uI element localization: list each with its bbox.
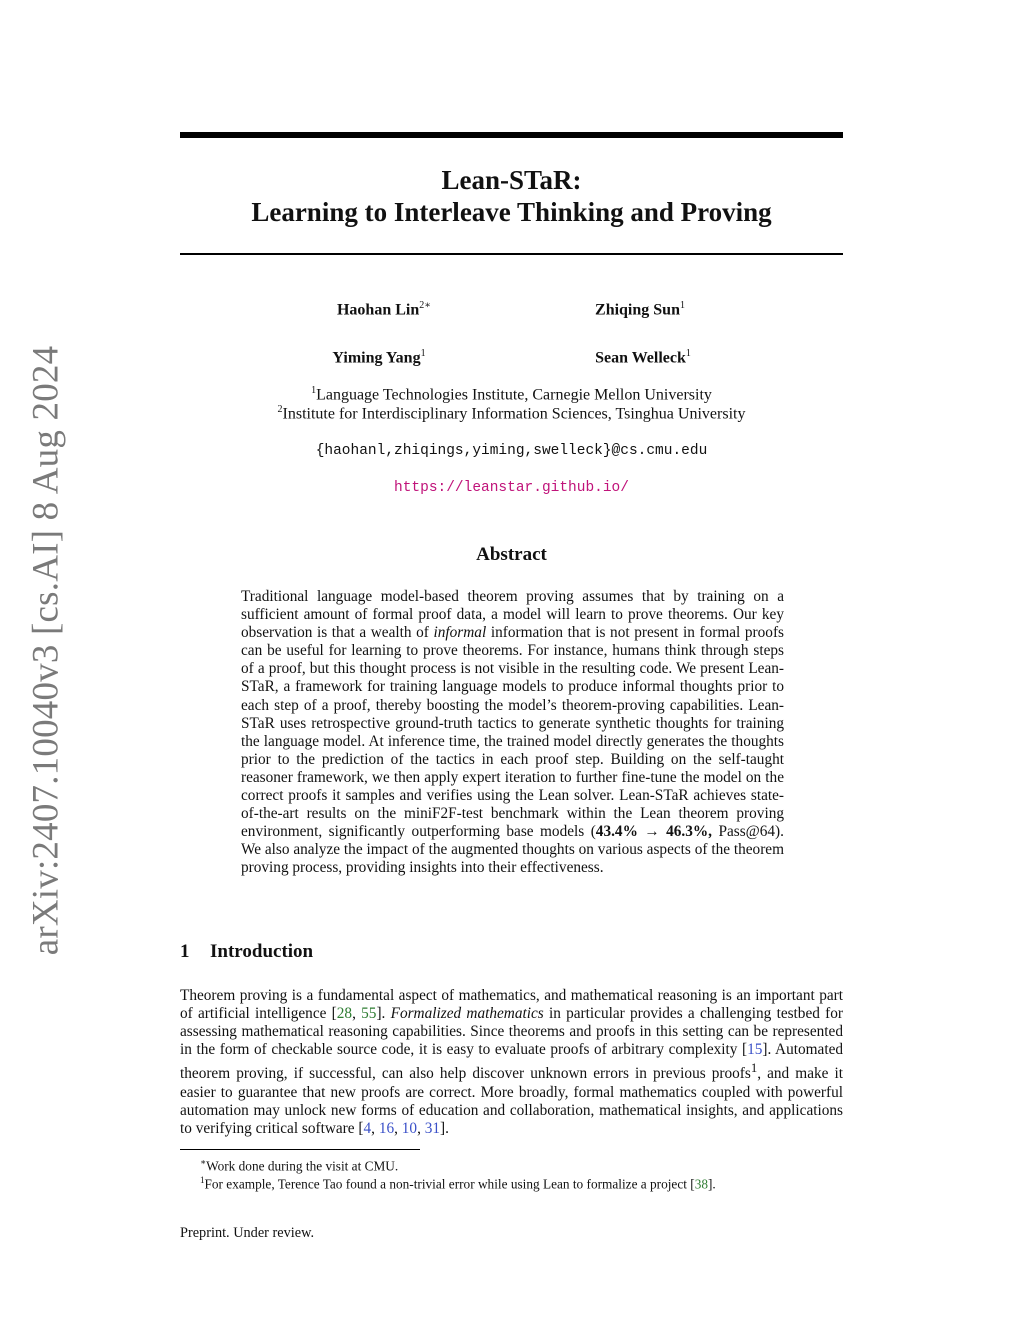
affiliation-sup: 1 [311, 385, 317, 396]
paper-title [180, 164, 843, 228]
citation-link[interactable]: 28 [336, 1005, 353, 1023]
affiliation-text: Language Technologies Institute, Carnegie Mellon University [316, 386, 712, 404]
abstract-body [241, 588, 784, 878]
arxiv-identifier-text: arXiv:2407.10040v3 [cs.AI] 8 Aug 2024 [25, 345, 67, 955]
section-title: Introduction [210, 941, 314, 962]
citation-link[interactable]: 16 [378, 1119, 395, 1137]
title-bottom-rule [180, 253, 843, 255]
title-top-rule [180, 132, 843, 138]
footnote-marker[interactable]: 1 [750, 1061, 758, 1076]
intro-text: , and make it easier to guarantee that new proofs are correct. More broadly, formal mathematics coupled with powerful automation may unlock new forms of education and collaboration, mathematical insights, and applications to verifying critical software [ [180, 1065, 843, 1137]
author-sup: 1 [685, 348, 691, 359]
abstract-text-1: Traditional language model-based theorem proving assumes that by training on a sufficient amount of formal proof data, a model will learn to prove theorems. Our key observation is that a wealth of [241, 588, 784, 642]
introduction-paragraph [180, 987, 843, 1138]
citation-link[interactable]: 4 [363, 1119, 372, 1137]
affiliation-tsinghua [180, 404, 843, 423]
intro-text: , [417, 1119, 425, 1137]
affiliation-cmu [180, 385, 843, 404]
footnote-rule [180, 1149, 420, 1150]
affiliation-sup: 2 [277, 404, 283, 415]
citation-link[interactable]: 15 [747, 1041, 763, 1059]
author-emails: {haohanl,zhiqings,yiming,swelleck}@cs.cmu.edu [315, 443, 708, 459]
author-sean-welleck [543, 348, 743, 367]
author-name: Haohan Lin [336, 301, 420, 319]
intro-text: , [352, 1005, 362, 1023]
intro-text: in particular provides a challenging testbed for assessing mathematical reasoning capabilities. Since theorems and proofs in this setting can be represented in the form of checkable source code, it is easy to evaluate proofs of arbitrary complexity [ [180, 1005, 843, 1059]
footnote-mark: 1 [200, 1175, 205, 1185]
footnote-text: Work done during the visit at CMU. [206, 1158, 399, 1174]
abstract-text-2: information that is not present in formal proofs can be useful for learning to prove theorems. For instance, humans think through steps of a proof, but this thought process is not visible in the resulting code. We present Lean-STaR, a framework for training language models to produce informal thoughts prior to each step of a proof, thereby boosting the model’s theorem-proving capabilities. Lean-STaR uses retrospective ground-truth tactics to generate synthetic thoughts for training the language model. At inference time, the trained model directly generates the thoughts prior to the prediction of the tactics in each proof step. Building on the self-taught reasoner framework, we then apply expert iteration to further fine-tune the model on the correct proofs it samples and verifies using the Lean solver. Lean-STaR achieves state-of-the-art results on the miniF2F-test benchmark within the Lean theorem proving environment, significantly outperforming base models ( [241, 624, 784, 841]
author-sup: 1 [679, 300, 685, 311]
author-sup: 1 [420, 348, 426, 359]
intro-text: ]. [440, 1119, 449, 1137]
intro-emphasis: Formalized mathematics [390, 1005, 544, 1023]
author-haohan-lin [284, 300, 484, 319]
footnote-mark: ∗ [200, 1157, 207, 1167]
citation-link[interactable]: 55 [361, 1005, 377, 1023]
abstract-result: 43.4% → 46.3%, [595, 823, 712, 841]
intro-text: , [394, 1119, 402, 1137]
author-name: Sean Welleck [595, 349, 686, 367]
author-name: Yiming Yang [332, 349, 421, 367]
intro-text: , [371, 1119, 379, 1137]
title-line-2: Learning to Interleave Thinking and Proving [251, 197, 772, 227]
citation-link[interactable]: 10 [401, 1119, 418, 1137]
arxiv-identifier [18, 345, 74, 955]
project-url-link[interactable]: https://leanstar.github.io/ [394, 480, 629, 496]
author-name: Zhiqing Sun [595, 301, 680, 319]
citation-link[interactable]: 38 [694, 1176, 708, 1192]
intro-text: ]. [376, 1005, 391, 1023]
section-number: 1 [180, 941, 190, 962]
intro-text: Theorem proving is a fundamental aspect of mathematics, and mathematical reasoning is an important part of artificial intelligence [ [180, 987, 843, 1023]
author-yiming-yang [279, 348, 479, 367]
affiliation-text: Institute for Interdisciplinary Information Sciences, Tsinghua University [282, 405, 746, 423]
abstract-text-3: Pass@64). We also analyze the impact of the augmented thoughts on various aspects of the theorem proving process, providing insights into their effectiveness. [241, 823, 784, 877]
abstract-emphasis: informal [433, 624, 487, 642]
section-heading-introduction [180, 941, 313, 963]
footnote-tao-example [200, 1172, 840, 1192]
author-sup: 2∗ [419, 300, 432, 311]
footnote-text-end: ]. [707, 1176, 716, 1192]
footnote-text: For example, Terence Tao found a non-trivial error while using Lean to formalize a project [ [204, 1176, 695, 1192]
intro-text: ]. Automated theorem proving, if successful, can also help discover unknown errors in previous proofs [180, 1041, 844, 1083]
preprint-notice: Preprint. Under review. [180, 1225, 315, 1241]
abstract-heading: Abstract [476, 544, 547, 565]
title-line-1: Lean-STaR: [441, 165, 582, 195]
author-zhiqing-sun [540, 300, 740, 319]
citation-link[interactable]: 31 [424, 1119, 441, 1137]
